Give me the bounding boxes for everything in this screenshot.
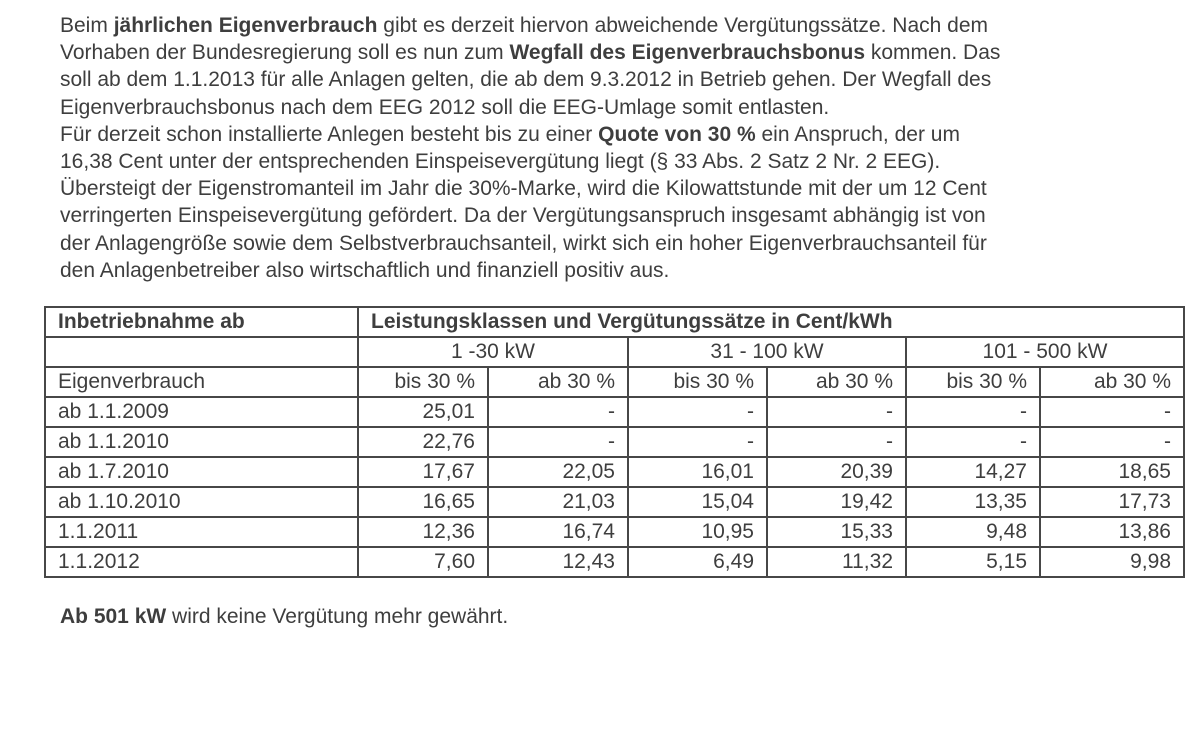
- row-label-cell: ab 1.10.2010: [45, 487, 358, 517]
- subheader-cell: bis 30 %: [906, 367, 1040, 397]
- table-row: [45, 427, 1184, 457]
- text-segment: den Anlagenbetreiber also wirtschaftlich und finanziell positiv aus.: [60, 258, 670, 282]
- value-cell: 16,74: [488, 517, 628, 547]
- row-label-cell: ab 1.7.2010: [45, 457, 358, 487]
- text-segment: Vorhaben der Bundesregierung soll es nun zum: [60, 41, 510, 65]
- value-cell: 22,05: [488, 457, 628, 487]
- footer-note: [60, 605, 508, 629]
- empty-corner-cell: [45, 337, 358, 367]
- table-row: [45, 487, 1184, 517]
- subheader-cell: ab 30 %: [1040, 367, 1184, 397]
- value-cell: -: [906, 427, 1040, 457]
- value-cell: 9,48: [906, 517, 1040, 547]
- value-cell: 22,76: [358, 427, 488, 457]
- subheader-cell: ab 30 %: [488, 367, 628, 397]
- paragraph-line: [60, 257, 1000, 284]
- paragraph-line: [60, 12, 1000, 39]
- table-title-row: [45, 307, 1184, 337]
- text-segment: kommen. Das: [865, 41, 1001, 65]
- text-segment: 16,38 Cent unter der entsprechenden Einspeisevergütung liegt (§ 33 Abs. 2 Satz 2 Nr. 2 EEG).: [60, 150, 941, 174]
- paragraph-line: [60, 230, 1000, 257]
- paragraph-line: [60, 175, 1000, 202]
- text-segment: ein Anspruch, der um: [755, 122, 960, 146]
- value-cell: -: [488, 397, 628, 427]
- paragraph-line: [60, 202, 1000, 229]
- power-class-row: [45, 337, 1184, 367]
- power-class-cell: 101 - 500 kW: [906, 337, 1184, 367]
- value-cell: 15,33: [767, 517, 906, 547]
- value-cell: 12,43: [488, 547, 628, 577]
- text-segment: soll ab dem 1.1.2013 für alle Anlagen gelten, die ab dem 9.3.2012 in Betrieb gehen. Der Wegfall des: [60, 68, 992, 92]
- value-cell: -: [628, 397, 767, 427]
- row-label-cell: 1.1.2011: [45, 517, 358, 547]
- value-cell: 14,27: [906, 457, 1040, 487]
- value-cell: 7,60: [358, 547, 488, 577]
- text-segment: Übersteigt der Eigenstromanteil im Jahr die 30%-Marke, wird die Kilowattstunde mit der um 12 Cent: [60, 177, 987, 201]
- paragraph-line: [60, 94, 1000, 121]
- value-cell: 18,65: [1040, 457, 1184, 487]
- subheader-cell: bis 30 %: [358, 367, 488, 397]
- table-row: [45, 517, 1184, 547]
- text-segment: verringerten Einspeisevergütung gefördert. Da der Vergütungsanspruch insgesamt abhängig ist von: [60, 204, 986, 228]
- intro-paragraph: [60, 12, 1000, 284]
- subheader-cell: ab 30 %: [767, 367, 906, 397]
- power-class-cell: 31 - 100 kW: [628, 337, 906, 367]
- bold-text-segment: jährlichen Eigenverbrauch: [113, 14, 378, 37]
- value-cell: 16,65: [358, 487, 488, 517]
- value-cell: 5,15: [906, 547, 1040, 577]
- value-cell: 12,36: [358, 517, 488, 547]
- value-cell: 19,42: [767, 487, 906, 517]
- row-label-cell: 1.1.2012: [45, 547, 358, 577]
- bold-text-segment: Quote von 30 %: [598, 122, 756, 146]
- power-class-cell: 1 -30 kW: [358, 337, 628, 367]
- value-cell: -: [488, 427, 628, 457]
- row-label-cell: ab 1.1.2010: [45, 427, 358, 457]
- text-segment: der Anlagengröße sowie dem Selbstverbrauchsanteil, wirkt sich ein hoher Eigenverbrauchsanteil für: [60, 231, 987, 255]
- text-segment: Für derzeit schon installierte Anlegen besteht bis zu einer: [60, 122, 599, 146]
- subheader-row: [45, 367, 1184, 397]
- bold-text-segment: Ab 501 kW: [60, 605, 167, 628]
- table-row: [45, 397, 1184, 427]
- value-cell: 9,98: [1040, 547, 1184, 577]
- paragraph-line: [60, 121, 1000, 148]
- value-cell: 15,04: [628, 487, 767, 517]
- subheader-label-cell: Eigenverbrauch: [45, 367, 358, 397]
- value-cell: -: [906, 397, 1040, 427]
- value-cell: -: [1040, 427, 1184, 457]
- value-cell: 20,39: [767, 457, 906, 487]
- value-cell: 11,32: [767, 547, 906, 577]
- value-cell: 16,01: [628, 457, 767, 487]
- row-label-cell: ab 1.1.2009: [45, 397, 358, 427]
- tariff-table: [44, 306, 1185, 578]
- value-cell: 6,49: [628, 547, 767, 577]
- corner-header-cell: Inbetriebnahme ab: [45, 307, 358, 337]
- value-cell: -: [1040, 397, 1184, 427]
- table-row: [45, 547, 1184, 577]
- bold-text-segment: Wegfall des Eigenverbrauchsbonus: [509, 41, 866, 65]
- value-cell: 25,01: [358, 397, 488, 427]
- table-row: [45, 457, 1184, 487]
- text-segment: gibt es derzeit hiervon abweichende Vergütungssätze. Nach dem: [377, 14, 988, 37]
- value-cell: 13,35: [906, 487, 1040, 517]
- value-cell: -: [767, 427, 906, 457]
- text-segment: Eigenverbrauchsbonus nach dem EEG 2012 soll die EEG-Umlage somit entlasten.: [60, 95, 830, 119]
- value-cell: -: [628, 427, 767, 457]
- value-cell: 13,86: [1040, 517, 1184, 547]
- value-cell: 17,73: [1040, 487, 1184, 517]
- value-cell: 10,95: [628, 517, 767, 547]
- paragraph-line: [60, 39, 1000, 66]
- subheader-cell: bis 30 %: [628, 367, 767, 397]
- text-segment: Beim: [60, 14, 114, 37]
- paragraph-line: [60, 148, 1000, 175]
- span-header-cell: Leistungsklassen und Vergütungssätze in Cent/kWh: [358, 307, 1184, 337]
- value-cell: 17,67: [358, 457, 488, 487]
- value-cell: 21,03: [488, 487, 628, 517]
- paragraph-line: [60, 66, 1000, 93]
- value-cell: -: [767, 397, 906, 427]
- text-segment: wird keine Vergütung mehr gewährt.: [166, 605, 509, 628]
